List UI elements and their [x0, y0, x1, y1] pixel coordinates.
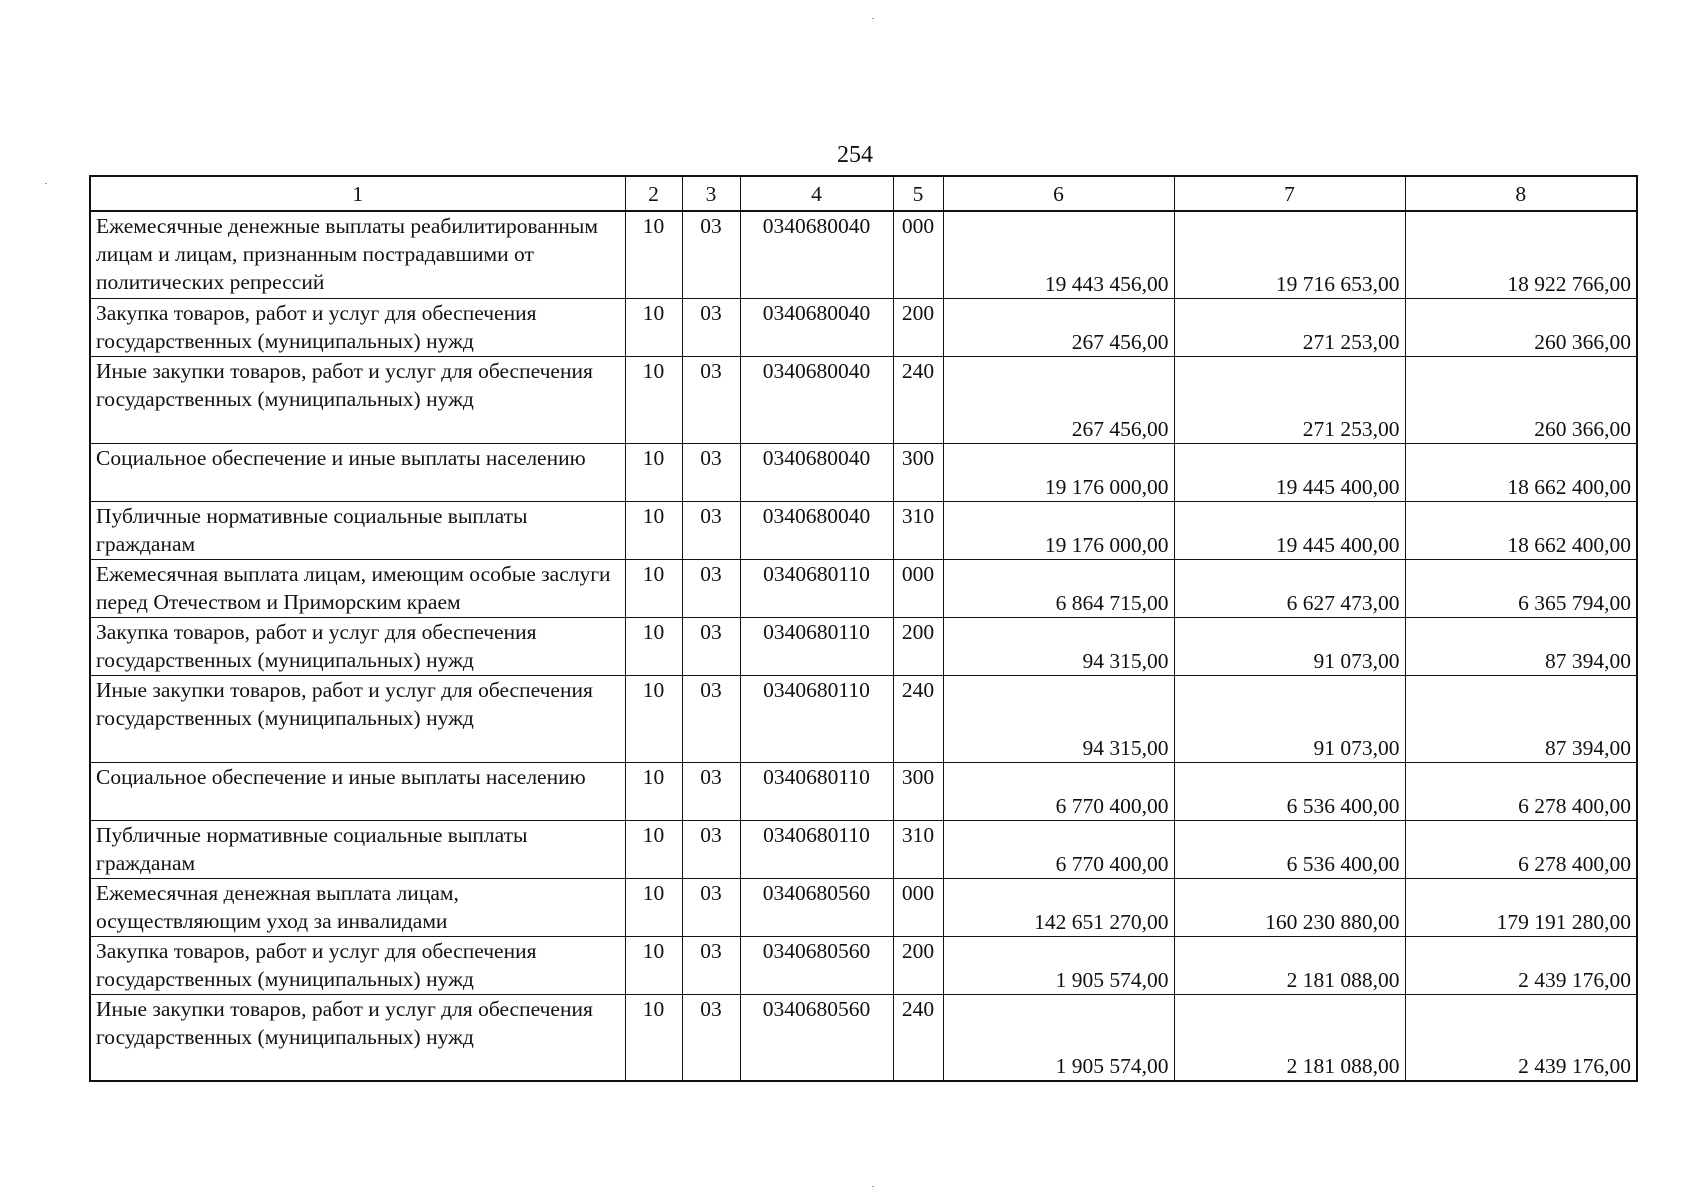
- table-row: [90, 443, 1637, 501]
- table-row: [90, 298, 1637, 356]
- subsection-code: 03: [682, 356, 740, 443]
- target-code: 0340680560: [740, 994, 893, 1081]
- expense-kind-code: 000: [893, 878, 943, 936]
- section-code: 10: [625, 501, 682, 559]
- subsection-code: 03: [682, 559, 740, 617]
- amount-col6: 267 456,00: [943, 356, 1174, 443]
- amount-col7: 160 230 880,00: [1174, 878, 1405, 936]
- column-header: 3: [682, 176, 740, 211]
- section-code: 10: [625, 675, 682, 762]
- row-name: Социальное обеспечение и иные выплаты населению: [90, 443, 625, 501]
- section-code: 10: [625, 994, 682, 1081]
- target-code: 0340680110: [740, 762, 893, 820]
- amount-col8: 87 394,00: [1405, 675, 1637, 762]
- row-name: Ежемесячная выплата лицам, имеющим особые заслуги перед Отечеством и Приморским краем: [90, 559, 625, 617]
- amount-col6: 19 443 456,00: [943, 211, 1174, 298]
- row-name: Ежемесячная денежная выплата лицам, осуществляющим уход за инвалидами: [90, 878, 625, 936]
- table-row: [90, 559, 1637, 617]
- row-name: Закупка товаров, работ и услуг для обеспечения государственных (муниципальных) нужд: [90, 936, 625, 994]
- amount-col7: 2 181 088,00: [1174, 994, 1405, 1081]
- amount-col7: 6 627 473,00: [1174, 559, 1405, 617]
- subsection-code: 03: [682, 617, 740, 675]
- header-row: [90, 176, 1637, 211]
- budget-table: [89, 175, 1638, 1082]
- target-code: 0340680110: [740, 675, 893, 762]
- target-code: 0340680110: [740, 820, 893, 878]
- amount-col8: 2 439 176,00: [1405, 994, 1637, 1081]
- target-code: 0340680040: [740, 211, 893, 298]
- subsection-code: 03: [682, 878, 740, 936]
- table-body: [90, 211, 1637, 1081]
- amount-col6: 1 905 574,00: [943, 936, 1174, 994]
- target-code: 0340680110: [740, 617, 893, 675]
- amount-col6: 6 770 400,00: [943, 762, 1174, 820]
- column-header: 7: [1174, 176, 1405, 211]
- target-code: 0340680040: [740, 356, 893, 443]
- section-code: 10: [625, 356, 682, 443]
- section-code: 10: [625, 820, 682, 878]
- table-header: [90, 176, 1637, 211]
- table-row: [90, 501, 1637, 559]
- section-code: 10: [625, 762, 682, 820]
- table-row: [90, 356, 1637, 443]
- expense-kind-code: 240: [893, 675, 943, 762]
- amount-col8: 87 394,00: [1405, 617, 1637, 675]
- target-code: 0340680560: [740, 878, 893, 936]
- scan-speck: [872, 18, 874, 19]
- column-header: 6: [943, 176, 1174, 211]
- column-header: 4: [740, 176, 893, 211]
- section-code: 10: [625, 443, 682, 501]
- expense-kind-code: 240: [893, 356, 943, 443]
- section-code: 10: [625, 617, 682, 675]
- amount-col8: 2 439 176,00: [1405, 936, 1637, 994]
- expense-kind-code: 200: [893, 936, 943, 994]
- amount-col8: 18 662 400,00: [1405, 501, 1637, 559]
- amount-col7: 271 253,00: [1174, 356, 1405, 443]
- expense-kind-code: 300: [893, 443, 943, 501]
- amount-col7: 6 536 400,00: [1174, 762, 1405, 820]
- expense-kind-code: 300: [893, 762, 943, 820]
- amount-col7: 2 181 088,00: [1174, 936, 1405, 994]
- amount-col8: 6 278 400,00: [1405, 820, 1637, 878]
- target-code: 0340680560: [740, 936, 893, 994]
- row-name: Ежемесячные денежные выплаты реабилитированным лицам и лицам, признанным пострадавшими от политических репрессий: [90, 211, 625, 298]
- expense-kind-code: 000: [893, 211, 943, 298]
- expense-kind-code: 200: [893, 298, 943, 356]
- amount-col6: 94 315,00: [943, 617, 1174, 675]
- column-header: 8: [1405, 176, 1637, 211]
- amount-col8: 18 662 400,00: [1405, 443, 1637, 501]
- amount-col8: 6 278 400,00: [1405, 762, 1637, 820]
- row-name: Иные закупки товаров, работ и услуг для обеспечения государственных (муниципальных) нужд: [90, 675, 625, 762]
- target-code: 0340680040: [740, 298, 893, 356]
- scan-speck: [872, 1186, 874, 1187]
- table-row: [90, 936, 1637, 994]
- table-row: [90, 211, 1637, 298]
- target-code: 0340680040: [740, 501, 893, 559]
- target-code: 0340680040: [740, 443, 893, 501]
- table-row: [90, 878, 1637, 936]
- scan-speck: [45, 183, 47, 184]
- column-header: 2: [625, 176, 682, 211]
- expense-kind-code: 000: [893, 559, 943, 617]
- amount-col6: 6 864 715,00: [943, 559, 1174, 617]
- amount-col6: 1 905 574,00: [943, 994, 1174, 1081]
- page-number: 254: [837, 142, 873, 168]
- expense-kind-code: 310: [893, 820, 943, 878]
- table-row: [90, 675, 1637, 762]
- row-name: Публичные нормативные социальные выплаты гражданам: [90, 820, 625, 878]
- amount-col6: 142 651 270,00: [943, 878, 1174, 936]
- expense-kind-code: 240: [893, 994, 943, 1081]
- amount-col7: 271 253,00: [1174, 298, 1405, 356]
- expense-kind-code: 310: [893, 501, 943, 559]
- amount-col6: 19 176 000,00: [943, 443, 1174, 501]
- subsection-code: 03: [682, 211, 740, 298]
- section-code: 10: [625, 878, 682, 936]
- amount-col7: 6 536 400,00: [1174, 820, 1405, 878]
- row-name: Иные закупки товаров, работ и услуг для обеспечения государственных (муниципальных) нужд: [90, 356, 625, 443]
- row-name: Социальное обеспечение и иные выплаты населению: [90, 762, 625, 820]
- column-header: 5: [893, 176, 943, 211]
- subsection-code: 03: [682, 298, 740, 356]
- table-row: [90, 820, 1637, 878]
- subsection-code: 03: [682, 501, 740, 559]
- expense-kind-code: 200: [893, 617, 943, 675]
- section-code: 10: [625, 559, 682, 617]
- amount-col8: 260 366,00: [1405, 298, 1637, 356]
- amount-col6: 19 176 000,00: [943, 501, 1174, 559]
- section-code: 10: [625, 936, 682, 994]
- amount-col7: 91 073,00: [1174, 675, 1405, 762]
- section-code: 10: [625, 298, 682, 356]
- row-name: Закупка товаров, работ и услуг для обеспечения государственных (муниципальных) нужд: [90, 617, 625, 675]
- amount-col7: 19 445 400,00: [1174, 501, 1405, 559]
- amount-col7: 19 716 653,00: [1174, 211, 1405, 298]
- amount-col8: 6 365 794,00: [1405, 559, 1637, 617]
- row-name: Иные закупки товаров, работ и услуг для обеспечения государственных (муниципальных) нужд: [90, 994, 625, 1081]
- amount-col7: 19 445 400,00: [1174, 443, 1405, 501]
- amount-col6: 6 770 400,00: [943, 820, 1174, 878]
- amount-col8: 18 922 766,00: [1405, 211, 1637, 298]
- table-row: [90, 617, 1637, 675]
- table-row: [90, 994, 1637, 1081]
- subsection-code: 03: [682, 443, 740, 501]
- column-header: 1: [90, 176, 625, 211]
- subsection-code: 03: [682, 762, 740, 820]
- table-row: [90, 762, 1637, 820]
- row-name: Публичные нормативные социальные выплаты гражданам: [90, 501, 625, 559]
- amount-col8: 260 366,00: [1405, 356, 1637, 443]
- row-name: Закупка товаров, работ и услуг для обеспечения государственных (муниципальных) нужд: [90, 298, 625, 356]
- amount-col6: 94 315,00: [943, 675, 1174, 762]
- subsection-code: 03: [682, 820, 740, 878]
- subsection-code: 03: [682, 675, 740, 762]
- amount-col6: 267 456,00: [943, 298, 1174, 356]
- subsection-code: 03: [682, 994, 740, 1081]
- amount-col7: 91 073,00: [1174, 617, 1405, 675]
- subsection-code: 03: [682, 936, 740, 994]
- amount-col8: 179 191 280,00: [1405, 878, 1637, 936]
- section-code: 10: [625, 211, 682, 298]
- target-code: 0340680110: [740, 559, 893, 617]
